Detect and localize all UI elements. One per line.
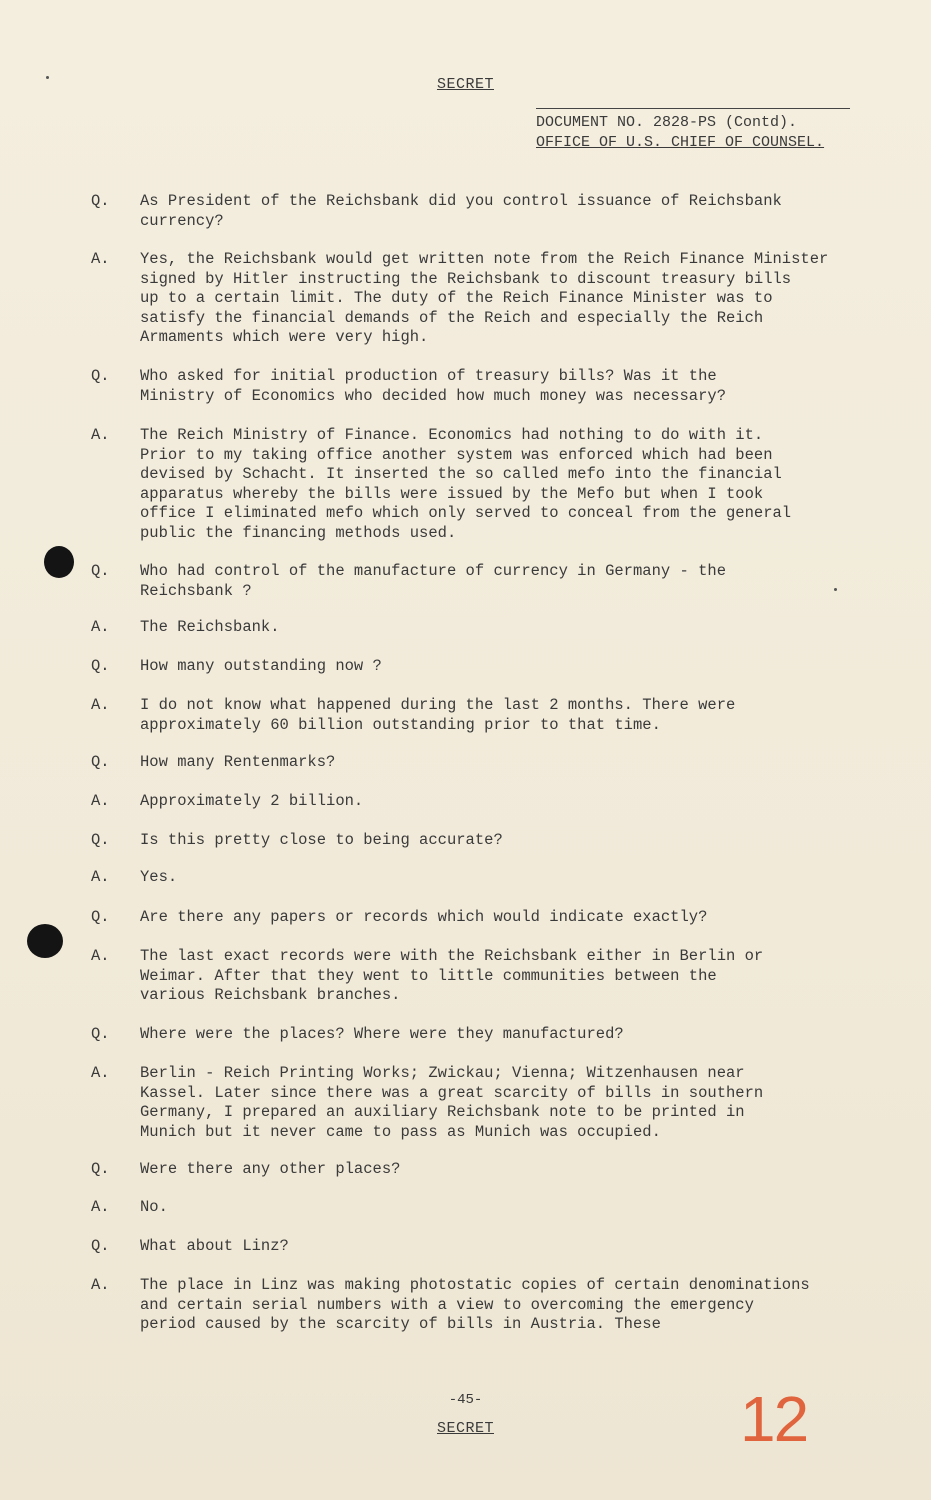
entry-label: A.: [91, 868, 110, 886]
entry-text: How many outstanding now ?: [140, 657, 382, 675]
entry-label: Q.: [91, 753, 110, 771]
entry-text: How many Rentenmarks?: [140, 753, 336, 771]
entry-label: A.: [91, 696, 110, 714]
entry-text: Berlin - Reich Printing Works; Zwickau; Vienna; Witzenhausen near Kassel. Later since there was a great scarcity of bills in southern Germany, I prepared an auxiliary Reichsbank note to be printed in Munich but it never came to pass as Munich was occupied.: [140, 1064, 764, 1141]
entry-text: The place in Linz was making photostatic copies of certain denominations and certain serial numbers with a view to overcoming the emergency period caused by the scarcity of bills in Austria. These: [140, 1276, 810, 1333]
entry-text: The last exact records were with the Reichsbank either in Berlin or Weimar. After that they went to little communities between the various Reichsbank branches.: [140, 947, 764, 1004]
entry-label: A.: [91, 792, 110, 810]
entry-label: A.: [91, 1198, 110, 1216]
stamp-number: 12: [740, 1383, 808, 1455]
entry-text: Yes.: [140, 868, 178, 886]
page-number: -45-: [448, 1392, 483, 1408]
entry-label: Q.: [91, 1160, 110, 1178]
entry-text: The Reichsbank.: [140, 618, 280, 636]
entry-text: Where were the places? Where were they manufactured?: [140, 1025, 624, 1043]
document-number: DOCUMENT NO. 2828-PS (Contd).: [536, 114, 798, 131]
punch-hole-top: [44, 546, 74, 578]
office-name: OFFICE OF U.S. CHIEF OF COUNSEL.: [536, 134, 825, 151]
entry-label: A.: [91, 1064, 110, 1082]
entry-text: I do not know what happened during the last 2 months. There were approximately 60 billion outstanding prior to that time.: [140, 696, 736, 734]
entry-label: Q.: [91, 1025, 110, 1043]
entry-label: Q.: [91, 367, 110, 385]
entry-text: Are there any papers or records which would indicate exactly?: [140, 908, 708, 926]
classification-bottom: SECRET: [436, 1420, 494, 1437]
document-header: [536, 108, 850, 153]
punch-hole-bottom: [27, 924, 63, 958]
entry-text: Were there any other places?: [140, 1160, 401, 1178]
entry-label: Q.: [91, 831, 110, 849]
entry-text: The Reich Ministry of Finance. Economics had nothing to do with it. Prior to my taking office another system was enforced which had been devised by Schacht. It inserted the so called mefo into the financial apparatus whereby the bills were issued by the Mefo but when I took office I eliminated mefo which only served to conceal from the general public the financing methods used.: [140, 426, 792, 542]
entry-label: A.: [91, 618, 110, 636]
entry-label: A.: [91, 1276, 110, 1294]
entry-label: Q.: [91, 908, 110, 926]
entry-label: A.: [91, 426, 110, 444]
classification-top: SECRET: [436, 76, 494, 93]
entry-text: Who asked for initial production of treasury bills? Was it the Ministry of Economics who decided how much money was necessary?: [140, 367, 726, 405]
entry-label: Q.: [91, 1237, 110, 1255]
entry-label: A.: [91, 250, 110, 268]
entry-text: Who had control of the manufacture of currency in Germany - the Reichsbank ?: [140, 562, 726, 600]
entry-label: Q.: [91, 192, 110, 210]
entry-text: Yes, the Reichsbank would get written note from the Reich Finance Minister signed by Hitler instructing the Reichsbank to discount treasury bills up to a certain limit. The duty of the Reich Finance Minister was to satisfy the financial demands of the Reich and especially the Reich Armaments which were very high.: [140, 250, 829, 346]
entry-label: Q.: [91, 657, 110, 675]
entry-text: Is this pretty close to being accurate?: [140, 831, 503, 849]
entry-text: As President of the Reichsbank did you control issuance of Reichsbank currency?: [140, 192, 782, 230]
entry-text: No.: [140, 1198, 168, 1216]
entry-label: Q.: [91, 562, 110, 580]
entry-text: What about Linz?: [140, 1237, 289, 1255]
entry-text: Approximately 2 billion.: [140, 792, 364, 810]
entry-label: A.: [91, 947, 110, 965]
